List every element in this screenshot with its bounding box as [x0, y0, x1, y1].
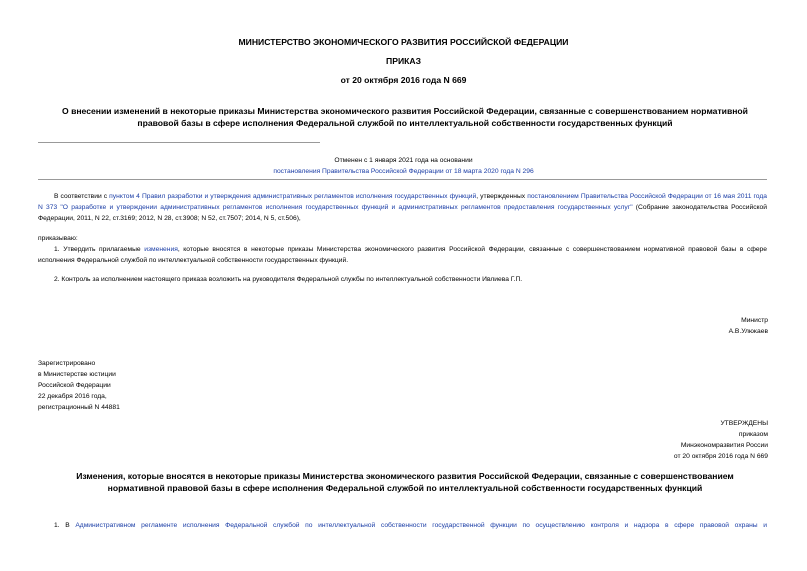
item-1-link-changes[interactable]: изменения	[144, 246, 178, 253]
doc-date-number: от 20 октября 2016 года N 669	[340, 75, 467, 85]
changes-title: Изменения, которые вносятся в некоторые приказы Министерства экономического развития Российской Федерации, связанные с совершенствованием нормативной правовой базы в сфере исполнения Федеральной службой по интеллектуальной собственности государственных функций	[76, 471, 734, 493]
change-1	[38, 520, 767, 531]
order-word: приказываю:	[38, 235, 78, 242]
separator-short	[38, 142, 320, 143]
annulment-link-text[interactable]: постановления Правительства Российской Федерации от 18 марта 2020 года N 296	[273, 168, 534, 175]
signature-position: Министр	[741, 317, 768, 324]
change-1-text: 1. В	[54, 522, 76, 529]
change-1-link-regulation[interactable]: Административном регламенте исполнения Федеральной службой по интеллектуальной собственности государственной функции по осуществлению контроля и надзора в сфере правовой охраны и	[75, 522, 767, 529]
signature-name: А.В.Улюкаев	[728, 328, 768, 335]
ministry-heading: МИНИСТЕРСТВО ЭКОНОМИЧЕСКОГО РАЗВИТИЯ РОССИЙСКОЙ ФЕДЕРАЦИИ	[238, 37, 569, 47]
annulment-link[interactable]	[0, 166, 807, 177]
item-1-text-2: , которые вносятся в некоторые приказы Министерства экономического развития Российской Федерации, связанные с совершенствованием нормативной правовой базы в сфере исполнения Федеральной службой по интеллектуальной собственности государственных функций.	[38, 246, 767, 264]
preamble-link-rules[interactable]: пунктом 4 Правил разработки и утверждения административных регламентов исполнения государственных функций	[109, 193, 477, 200]
registration-line: Зарегистрировано	[38, 360, 96, 367]
approval-line: УТВЕРЖДЕНЫ	[720, 420, 768, 427]
registration-line: в Министерстве юстиции	[38, 371, 116, 378]
registration-line: Российской Федерации	[38, 382, 111, 389]
annulment-text: Отменен с 1 января 2021 года на основании	[334, 157, 473, 164]
preamble-text-3: (Собрание законодательства Российской Федерации, 2011, N 22, ст.3169; 2012, N 28, ст.3908; N 52, ст.7507; 2014, N 5, ст.506),	[38, 204, 767, 222]
doc-type: ПРИКАЗ	[386, 56, 421, 66]
signature-block	[729, 315, 768, 337]
item-2: 2. Контроль за исполнением настоящего приказа возложить на руководителя Федеральной службы по интеллектуальной собственности Ивлиева Г.П.	[54, 276, 523, 283]
registration-line: регистрационный N 44881	[38, 404, 120, 411]
approval-block	[674, 418, 768, 462]
preamble-text-1: В соответствии с	[54, 193, 110, 200]
separator-long	[38, 179, 767, 180]
preamble-paragraph	[38, 191, 767, 224]
doc-title: О внесении изменений в некоторые приказы Министерства экономического развития Российской Федерации, связанные с совершенствованием нормативной правовой базы в сфере исполнения Федеральной службой по интеллектуальной собственности государственных функций	[62, 106, 748, 128]
approval-line: от 20 октября 2016 года N 669	[673, 453, 768, 460]
preamble-link-resolution[interactable]: постановлением Правительства Российской Федерации от 16 мая 2011 года N 373 "О разработке и утверждении административных регламентов исполнения государственных функций и административных регламентов предоставления государственных услуг"	[38, 193, 767, 211]
item-1	[38, 244, 767, 266]
registration-line: 22 декабря 2016 года,	[38, 393, 107, 400]
approval-line: приказом	[738, 431, 768, 438]
item-1-text-1: 1. Утвердить прилагаемые	[54, 246, 145, 253]
registration-block	[38, 358, 120, 413]
preamble-text-2: , утвержденных	[476, 193, 528, 200]
approval-line: Минэкономразвития России	[680, 442, 768, 449]
